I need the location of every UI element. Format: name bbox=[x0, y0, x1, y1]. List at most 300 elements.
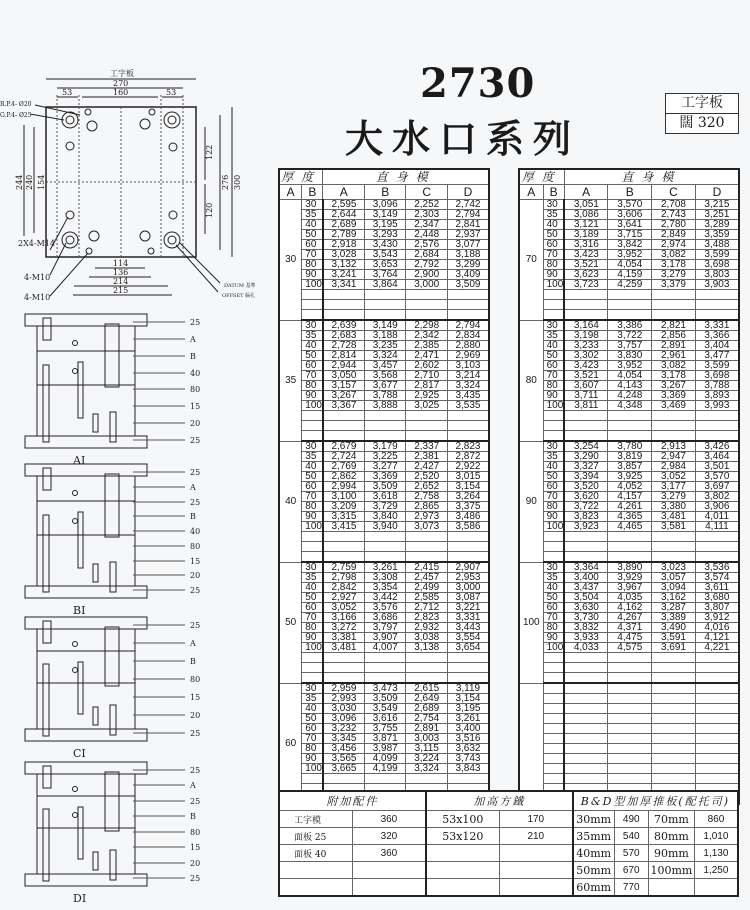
price-cell: 3,426 bbox=[695, 441, 739, 452]
table-row bbox=[279, 623, 489, 633]
dim-122: 122 bbox=[205, 144, 214, 160]
thickness-b: 70 bbox=[302, 250, 323, 260]
table-row bbox=[519, 361, 739, 371]
price-cell: 3,232 bbox=[323, 724, 365, 734]
price-cell bbox=[652, 411, 696, 421]
table-row bbox=[279, 300, 489, 310]
table-row bbox=[279, 603, 489, 613]
price-cell: 2,872 bbox=[447, 452, 489, 462]
accessory-cell bbox=[499, 862, 572, 879]
thickness-b bbox=[302, 552, 323, 563]
price-cell: 3,367 bbox=[323, 401, 365, 411]
price-cell bbox=[695, 653, 739, 663]
price-cell bbox=[608, 542, 652, 552]
thickness-b bbox=[543, 653, 564, 663]
price-cell: 3,504 bbox=[564, 593, 608, 603]
price-cell: 3,722 bbox=[564, 502, 608, 512]
price-cell: 3,233 bbox=[564, 341, 608, 351]
thickness-b: 100 bbox=[543, 643, 564, 653]
thickness-header: 厚度 bbox=[279, 169, 323, 185]
assembly-name: AI bbox=[73, 454, 86, 467]
layer-label: 80 bbox=[190, 542, 201, 551]
label-datum: DATUM 基準 bbox=[224, 283, 256, 289]
price-cell: 2,728 bbox=[323, 341, 365, 351]
thickness-b: 80 bbox=[543, 623, 564, 633]
accessory-cell: 30mm bbox=[573, 811, 614, 828]
thickness-b: 35 bbox=[302, 452, 323, 462]
price-cell: 3,235 bbox=[364, 341, 406, 351]
thickness-b bbox=[543, 310, 564, 321]
price-cell: 4,248 bbox=[608, 391, 652, 401]
table-row bbox=[519, 351, 739, 361]
price-cell: 3,251 bbox=[695, 210, 739, 220]
model-number: 2730 bbox=[420, 60, 536, 107]
price-cell bbox=[652, 290, 696, 300]
price-cell: 3,214 bbox=[447, 371, 489, 381]
table-row bbox=[279, 811, 738, 828]
price-cell: 3,641 bbox=[608, 220, 652, 230]
price-cell: 3,267 bbox=[323, 391, 365, 401]
dim-53-right: 53 bbox=[166, 88, 177, 97]
price-cell: 3,308 bbox=[364, 573, 406, 583]
price-cell: 3,316 bbox=[564, 240, 608, 250]
price-cell bbox=[695, 431, 739, 442]
accessory-cell: 1,130 bbox=[694, 845, 738, 862]
table-row bbox=[519, 613, 739, 623]
thickness-b: 100 bbox=[302, 401, 323, 411]
price-cell: 3,057 bbox=[652, 573, 696, 583]
table-row bbox=[519, 492, 739, 502]
price-cell: 3,591 bbox=[652, 633, 696, 643]
table-row bbox=[519, 482, 739, 492]
price-cell: 3,000 bbox=[406, 280, 448, 290]
thickness-b: 70 bbox=[302, 734, 323, 744]
price-cell bbox=[695, 704, 739, 714]
price-cell bbox=[608, 714, 652, 724]
price-cell: 2,798 bbox=[323, 573, 365, 583]
thickness-b bbox=[543, 532, 564, 542]
price-cell: 3,516 bbox=[447, 734, 489, 744]
price-cell: 2,347 bbox=[406, 220, 448, 230]
thickness-b: 100 bbox=[302, 643, 323, 653]
accessory-cell bbox=[499, 845, 572, 862]
price-cell bbox=[564, 300, 608, 310]
dim-244: 244 bbox=[15, 174, 24, 190]
price-cell: 3,832 bbox=[564, 623, 608, 633]
price-cell: 3,215 bbox=[695, 200, 739, 210]
price-cell: 3,568 bbox=[364, 371, 406, 381]
thickness-b bbox=[302, 421, 323, 431]
accessories-header: 附加配件 bbox=[279, 791, 426, 811]
price-cell bbox=[364, 411, 406, 421]
table-row bbox=[279, 472, 489, 482]
price-cell: 3,100 bbox=[323, 492, 365, 502]
thickness-b: 35 bbox=[543, 452, 564, 462]
thickness-a: 40 bbox=[279, 441, 302, 562]
thickness-b bbox=[543, 744, 564, 754]
price-cell bbox=[447, 290, 489, 300]
accessory-cell: 53x100 bbox=[426, 811, 499, 828]
price-cell: 3,788 bbox=[695, 381, 739, 391]
assembly-name: DI bbox=[73, 892, 87, 905]
price-cell bbox=[564, 683, 608, 694]
accessory-cell: 80mm bbox=[648, 828, 694, 845]
price-cell: 3,907 bbox=[364, 633, 406, 643]
price-cell: 3,574 bbox=[695, 573, 739, 583]
price-cell: 3,038 bbox=[406, 633, 448, 643]
table-row bbox=[279, 421, 489, 431]
table-row bbox=[279, 724, 489, 734]
accessory-cell bbox=[352, 862, 425, 879]
thickness-b bbox=[543, 774, 564, 784]
price-cell bbox=[695, 673, 739, 684]
layer-label: 25 bbox=[190, 729, 201, 738]
price-cell: 3,481 bbox=[323, 643, 365, 653]
label-gp: G.P.4- Ø25 bbox=[0, 112, 32, 119]
layer-label: A bbox=[190, 639, 196, 648]
price-cell bbox=[323, 673, 365, 684]
price-cell bbox=[364, 774, 406, 784]
price-cell: 3,261 bbox=[364, 562, 406, 573]
layer-label: 40 bbox=[190, 369, 201, 378]
price-cell bbox=[447, 653, 489, 663]
table-row bbox=[519, 270, 739, 280]
price-cell: 4,143 bbox=[608, 381, 652, 391]
price-cell: 2,342 bbox=[406, 331, 448, 341]
table-row bbox=[279, 401, 489, 411]
price-cell: 3,050 bbox=[323, 371, 365, 381]
price-cell bbox=[652, 764, 696, 774]
accessory-cell: 860 bbox=[694, 811, 738, 828]
price-cell: 3,023 bbox=[652, 562, 696, 573]
col-header: B bbox=[302, 185, 323, 200]
price-cell: 3,404 bbox=[695, 341, 739, 351]
price-cell bbox=[564, 694, 608, 704]
price-cell: 3,967 bbox=[608, 583, 652, 593]
price-cell: 3,086 bbox=[564, 210, 608, 220]
price-cell: 2,953 bbox=[447, 573, 489, 583]
table-row bbox=[519, 744, 739, 754]
thickness-b bbox=[302, 300, 323, 310]
thickness-b: 50 bbox=[302, 230, 323, 240]
accessory-cell: 570 bbox=[614, 845, 648, 862]
thickness-b: 40 bbox=[302, 704, 323, 714]
price-cell: 3,486 bbox=[447, 512, 489, 522]
price-cell: 3,188 bbox=[364, 331, 406, 341]
price-cell: 3,743 bbox=[447, 754, 489, 764]
price-cell bbox=[652, 774, 696, 784]
thickness-b: 80 bbox=[543, 502, 564, 512]
table-row bbox=[279, 583, 489, 593]
price-cell: 2,499 bbox=[406, 583, 448, 593]
price-cell: 3,802 bbox=[695, 492, 739, 502]
table-row bbox=[279, 673, 489, 684]
thickness-b bbox=[543, 663, 564, 673]
table-row bbox=[519, 230, 739, 240]
price-cell bbox=[652, 552, 696, 563]
assembly-bi bbox=[15, 462, 215, 622]
price-cell: 3,729 bbox=[364, 502, 406, 512]
label-m14: 2X4-M14 bbox=[18, 239, 55, 248]
price-cell: 3,289 bbox=[695, 220, 739, 230]
price-cell: 3,327 bbox=[564, 462, 608, 472]
label-rp: R.P.4- Ø20 bbox=[0, 101, 32, 108]
thickness-b: 90 bbox=[543, 512, 564, 522]
price-cell bbox=[652, 744, 696, 754]
table-row bbox=[279, 462, 489, 472]
price-cell bbox=[608, 431, 652, 442]
thickness-b: 30 bbox=[543, 320, 564, 331]
thickness-b: 90 bbox=[543, 270, 564, 280]
price-cell: 3,554 bbox=[447, 633, 489, 643]
price-cell bbox=[406, 300, 448, 310]
dim-160: 160 bbox=[113, 88, 129, 97]
price-cell: 4,099 bbox=[364, 754, 406, 764]
layer-label: 20 bbox=[190, 571, 201, 580]
price-cell bbox=[323, 310, 365, 321]
layer-label: 15 bbox=[190, 557, 201, 566]
thickness-b: 100 bbox=[543, 280, 564, 290]
table-row bbox=[519, 341, 739, 351]
price-cell: 3,442 bbox=[364, 593, 406, 603]
table-row bbox=[279, 593, 489, 603]
thickness-b: 70 bbox=[543, 492, 564, 502]
table-row bbox=[519, 391, 739, 401]
table-row bbox=[519, 431, 739, 442]
table-row bbox=[519, 532, 739, 542]
price-cell bbox=[364, 653, 406, 663]
accessory-cell: 40mm bbox=[573, 845, 614, 862]
price-cell bbox=[695, 774, 739, 784]
table-row bbox=[519, 683, 739, 694]
price-cell: 4,121 bbox=[695, 633, 739, 643]
price-cell bbox=[323, 774, 365, 784]
col-header: D bbox=[695, 185, 739, 200]
thickness-b bbox=[302, 532, 323, 542]
price-cell bbox=[608, 744, 652, 754]
price-cell bbox=[406, 290, 448, 300]
price-cell: 3,241 bbox=[323, 270, 365, 280]
price-cell bbox=[406, 542, 448, 552]
col-header: A bbox=[519, 185, 543, 200]
price-cell: 3,423 bbox=[564, 250, 608, 260]
price-cell: 3,843 bbox=[447, 764, 489, 774]
table-row bbox=[279, 573, 489, 583]
price-cell: 3,906 bbox=[695, 502, 739, 512]
price-cell bbox=[447, 552, 489, 563]
accessory-cell bbox=[279, 862, 352, 879]
price-cell: 3,711 bbox=[564, 391, 608, 401]
price-cell: 3,164 bbox=[564, 320, 608, 331]
price-cell bbox=[323, 290, 365, 300]
price-cell: 3,607 bbox=[564, 381, 608, 391]
accessory-cell: 50mm bbox=[573, 862, 614, 879]
layer-label: 80 bbox=[190, 828, 201, 837]
price-cell bbox=[447, 673, 489, 684]
price-cell bbox=[447, 421, 489, 431]
series-title: 大水口系列 bbox=[345, 117, 581, 161]
accessories-table bbox=[278, 790, 739, 897]
price-cell: 2,862 bbox=[323, 472, 365, 482]
layer-label: 25 bbox=[190, 874, 201, 883]
table-row bbox=[279, 542, 489, 552]
price-cell: 3,993 bbox=[695, 401, 739, 411]
price-cell: 3,087 bbox=[447, 593, 489, 603]
price-cell bbox=[652, 421, 696, 431]
price-cell: 2,794 bbox=[447, 210, 489, 220]
price-cell bbox=[608, 552, 652, 563]
thickness-b: 40 bbox=[543, 583, 564, 593]
price-cell: 3,819 bbox=[608, 452, 652, 462]
price-cell: 3,535 bbox=[447, 401, 489, 411]
price-cell: 3,490 bbox=[652, 623, 696, 633]
accessory-cell: 60mm bbox=[573, 879, 614, 897]
plan-title: 工字板 bbox=[110, 69, 134, 78]
price-cell: 2,471 bbox=[406, 351, 448, 361]
thickness-b: 50 bbox=[302, 593, 323, 603]
price-cell: 3,082 bbox=[652, 361, 696, 371]
price-cell: 2,252 bbox=[406, 200, 448, 210]
thickness-b bbox=[302, 673, 323, 684]
table-row bbox=[279, 320, 489, 331]
thickness-b bbox=[543, 552, 564, 563]
table-row bbox=[279, 391, 489, 401]
price-cell: 3,912 bbox=[695, 613, 739, 623]
price-cell: 3,324 bbox=[364, 351, 406, 361]
price-cell: 3,077 bbox=[447, 240, 489, 250]
price-cell: 3,581 bbox=[652, 522, 696, 532]
price-cell bbox=[447, 411, 489, 421]
price-cell: 2,576 bbox=[406, 240, 448, 250]
layer-label: 25 bbox=[190, 468, 201, 477]
price-cell: 2,841 bbox=[447, 220, 489, 230]
accessory-cell: 540 bbox=[614, 828, 648, 845]
table-row bbox=[519, 714, 739, 724]
price-cell bbox=[406, 774, 448, 784]
price-cell: 3,840 bbox=[364, 512, 406, 522]
price-cell: 3,082 bbox=[652, 250, 696, 260]
price-cell: 3,254 bbox=[564, 441, 608, 452]
price-cell bbox=[608, 532, 652, 542]
price-cell bbox=[695, 542, 739, 552]
price-cell: 3,430 bbox=[364, 240, 406, 250]
price-cell: 3,331 bbox=[447, 613, 489, 623]
price-cell: 3,618 bbox=[364, 492, 406, 502]
price-cell bbox=[323, 542, 365, 552]
price-cell: 4,011 bbox=[695, 512, 739, 522]
price-cell: 2,615 bbox=[406, 683, 448, 694]
price-cell: 4,221 bbox=[695, 643, 739, 653]
price-cell bbox=[564, 714, 608, 724]
price-cell: 2,849 bbox=[652, 230, 696, 240]
dim-215: 215 bbox=[113, 286, 129, 295]
price-cell bbox=[608, 724, 652, 734]
price-cell bbox=[695, 744, 739, 754]
price-cell: 3,653 bbox=[364, 260, 406, 270]
price-cell bbox=[406, 673, 448, 684]
table-row bbox=[279, 845, 738, 862]
dim-300: 300 bbox=[233, 174, 242, 190]
price-cell bbox=[695, 290, 739, 300]
price-cell: 4,054 bbox=[608, 260, 652, 270]
table-row bbox=[279, 663, 489, 673]
thickness-b bbox=[543, 683, 564, 694]
price-cell bbox=[406, 663, 448, 673]
price-cell: 3,003 bbox=[406, 734, 448, 744]
price-cell: 3,195 bbox=[364, 220, 406, 230]
price-cell: 3,166 bbox=[323, 613, 365, 623]
price-cell bbox=[652, 673, 696, 684]
price-cell bbox=[323, 431, 365, 442]
price-cell: 2,856 bbox=[652, 331, 696, 341]
label-offset: OFFSET 偏孔 bbox=[222, 293, 256, 299]
price-cell bbox=[695, 724, 739, 734]
price-cell bbox=[323, 411, 365, 421]
layer-label: 25 bbox=[190, 797, 201, 806]
price-cell: 3,686 bbox=[364, 613, 406, 623]
price-cell bbox=[608, 300, 652, 310]
price-cell: 3,279 bbox=[652, 270, 696, 280]
table-row bbox=[279, 210, 489, 220]
price-cell: 3,723 bbox=[564, 280, 608, 290]
price-cell: 2,585 bbox=[406, 593, 448, 603]
thickness-b: 30 bbox=[302, 441, 323, 452]
layer-label: B bbox=[190, 512, 196, 521]
price-cell bbox=[564, 774, 608, 784]
price-cell: 2,842 bbox=[323, 583, 365, 593]
price-cell: 4,348 bbox=[608, 401, 652, 411]
price-cell: 3,677 bbox=[364, 381, 406, 391]
thickness-b: 40 bbox=[543, 220, 564, 230]
table-row bbox=[279, 431, 489, 442]
price-cell bbox=[652, 734, 696, 744]
price-cell: 3,654 bbox=[447, 643, 489, 653]
col-header: B bbox=[543, 185, 564, 200]
price-cell: 2,913 bbox=[652, 441, 696, 452]
table-row bbox=[279, 774, 489, 784]
thickness-b: 40 bbox=[302, 220, 323, 230]
accessory-cell bbox=[694, 879, 738, 897]
price-cell: 3,369 bbox=[364, 472, 406, 482]
price-cell: 3,149 bbox=[364, 320, 406, 331]
thickness-b: 90 bbox=[302, 512, 323, 522]
layer-label: B bbox=[190, 657, 196, 666]
col-header: D bbox=[447, 185, 489, 200]
table-row bbox=[279, 512, 489, 522]
price-cell: 2,922 bbox=[447, 462, 489, 472]
table-row bbox=[279, 270, 489, 280]
thickness-b: 70 bbox=[543, 371, 564, 381]
price-cell: 3,903 bbox=[695, 280, 739, 290]
assembly-ci bbox=[15, 615, 215, 765]
thickness-b: 100 bbox=[302, 280, 323, 290]
price-cell: 3,354 bbox=[364, 583, 406, 593]
table-row bbox=[279, 633, 489, 643]
price-cell: 2,993 bbox=[323, 694, 365, 704]
price-cell: 3,680 bbox=[695, 593, 739, 603]
accessory-cell: 320 bbox=[352, 828, 425, 845]
table-row bbox=[519, 603, 739, 613]
table-row bbox=[519, 734, 739, 744]
price-cell bbox=[323, 300, 365, 310]
price-cell: 3,435 bbox=[447, 391, 489, 401]
price-cell: 3,576 bbox=[364, 603, 406, 613]
price-cell bbox=[323, 653, 365, 663]
price-cell: 3,028 bbox=[323, 250, 365, 260]
thickness-b: 40 bbox=[302, 583, 323, 593]
thickness-b: 60 bbox=[302, 240, 323, 250]
price-cell: 3,473 bbox=[364, 683, 406, 694]
